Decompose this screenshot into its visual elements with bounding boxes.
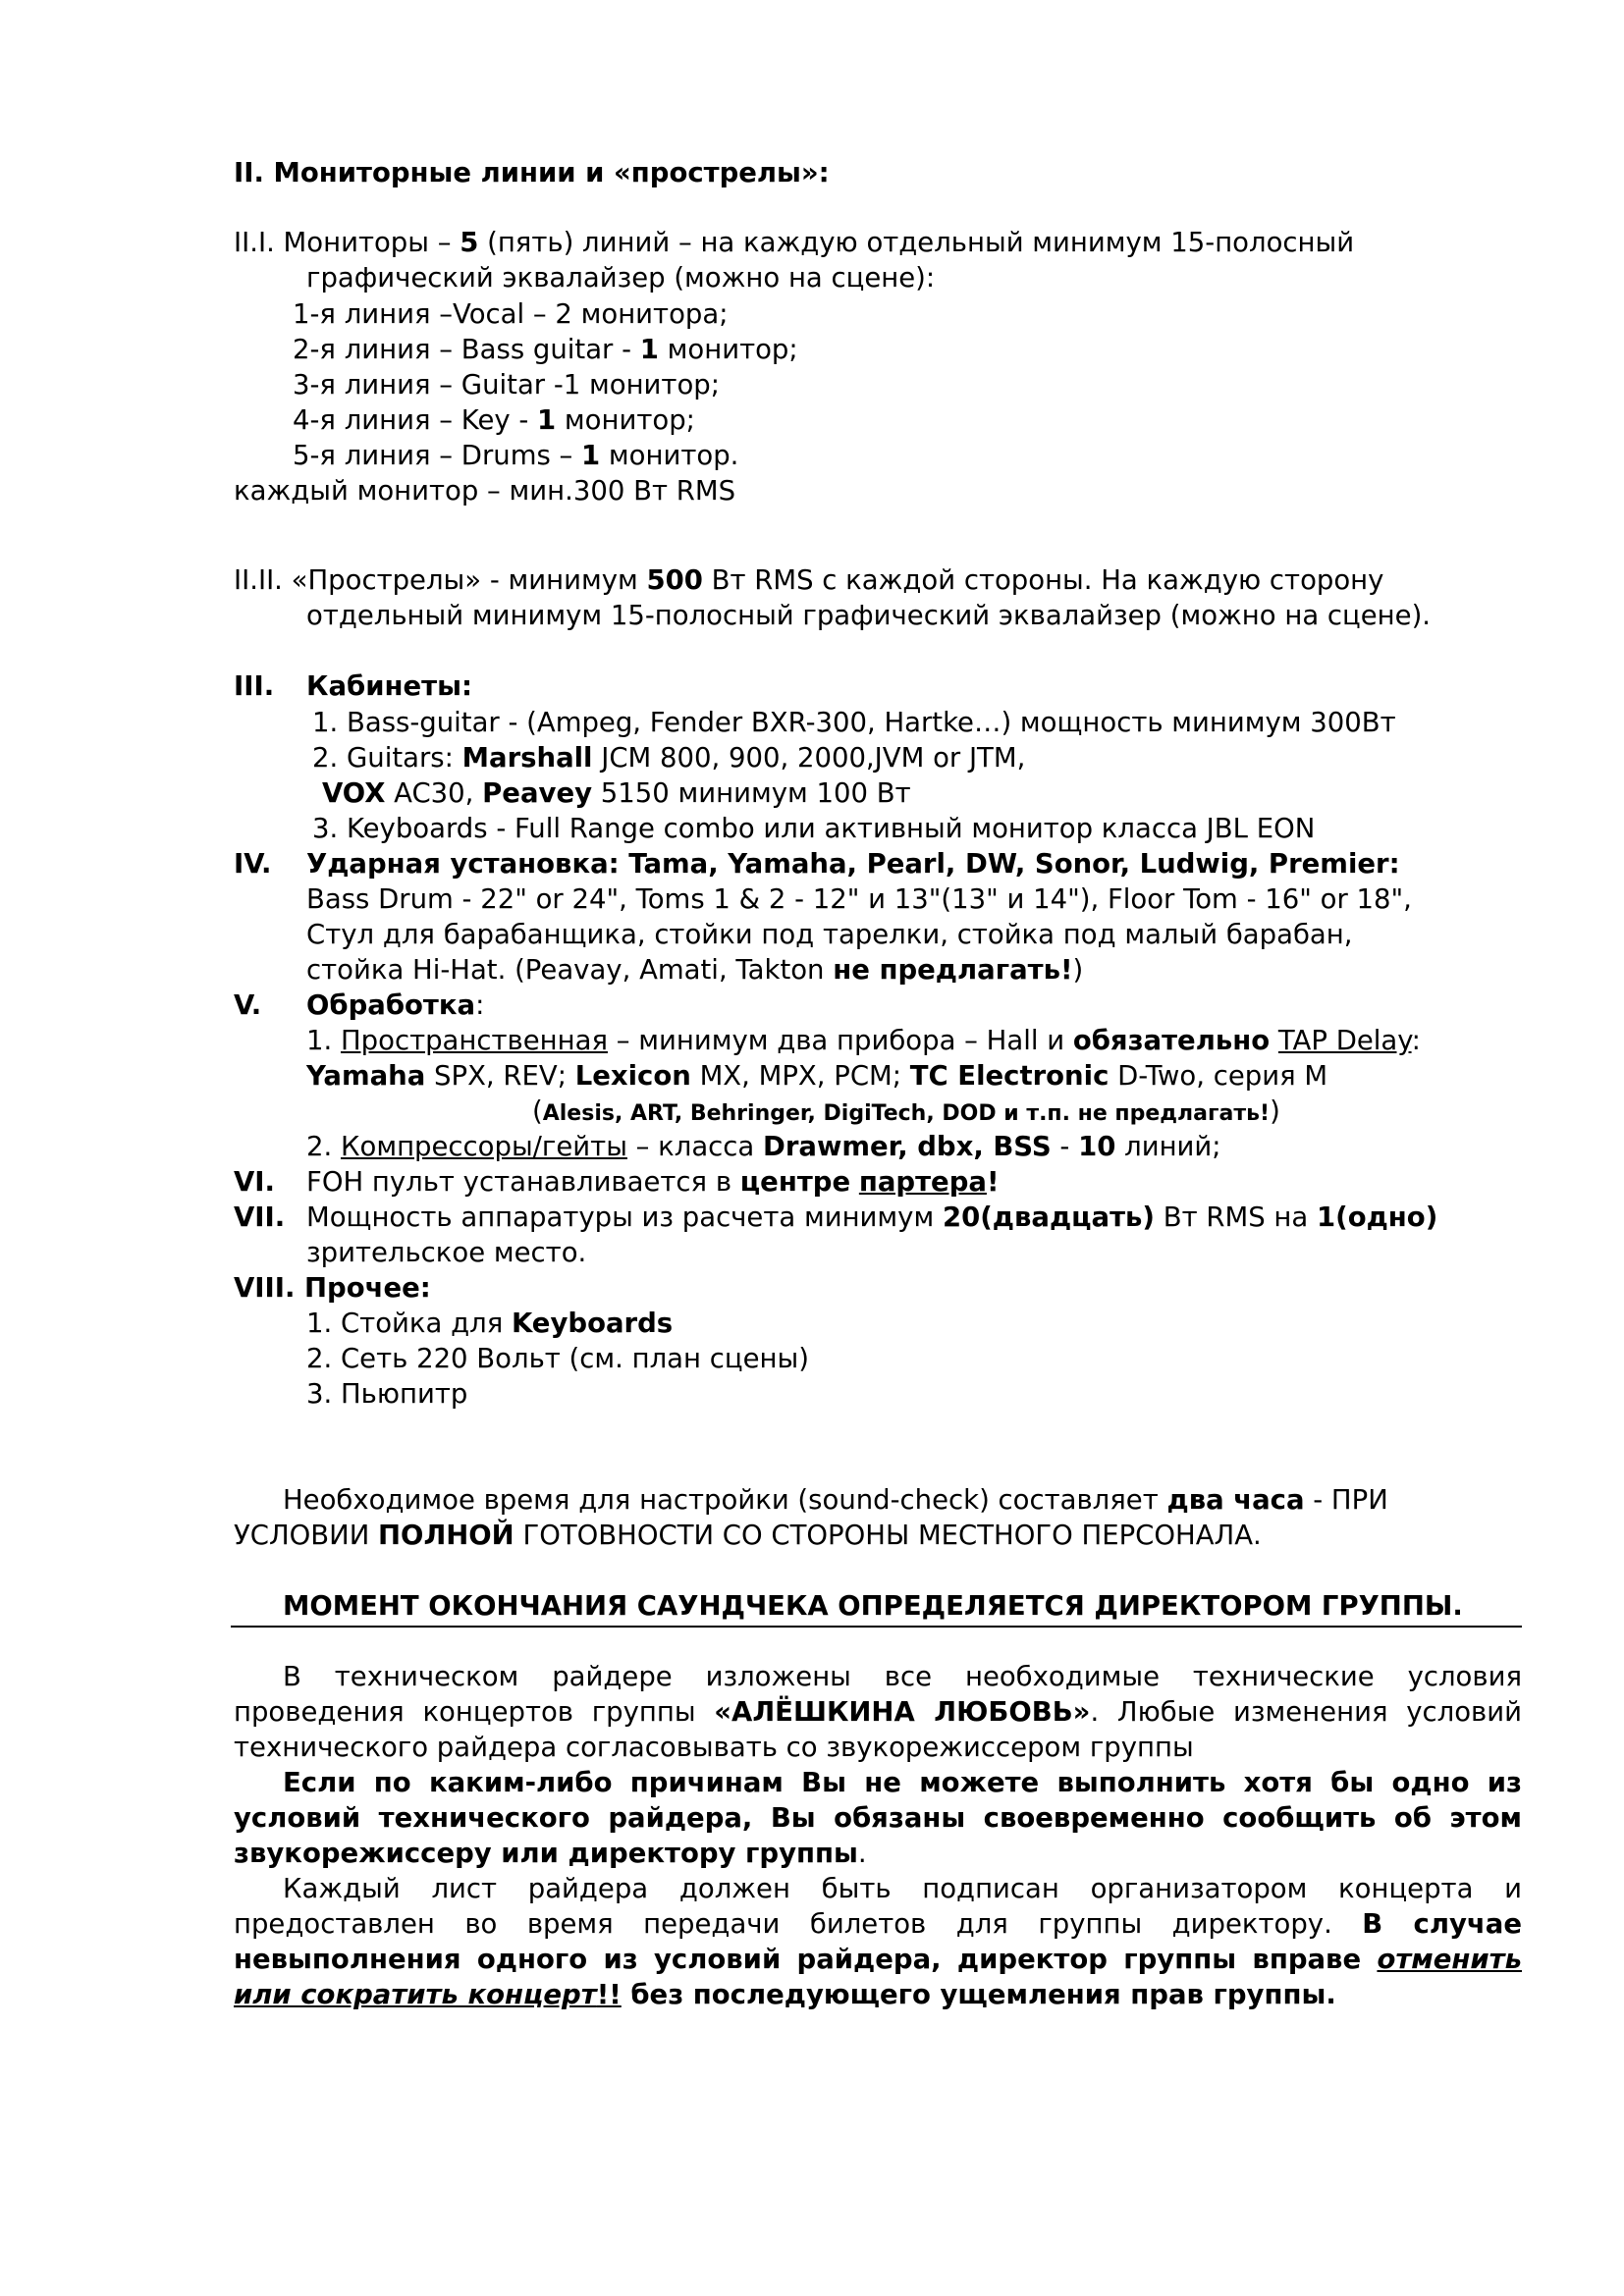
- keyboards-label: Keyboards: [511, 1308, 674, 1339]
- brand-models: SPX, REV;: [425, 1060, 575, 1092]
- foh-exclamation: !: [986, 1166, 1000, 1198]
- closing-p3-line-3: [234, 1942, 1522, 1977]
- item-number: 2.: [306, 1131, 341, 1162]
- closing-p1-line-3: технического райдера согласовывать со звукорежиссером группы: [234, 1732, 1194, 1763]
- soundcheck-text: Необходимое время для настройки (sound-check) составляет: [283, 1484, 1167, 1516]
- band-name: «АЛЁШКИНА ЛЮБОВЬ»: [714, 1696, 1091, 1728]
- sidefills-power: 500: [646, 564, 703, 596]
- closing-bold-text: невыполнения одного из условий райдера, директор группы вправе: [234, 1944, 1378, 1975]
- brand-yamaha: Yamaha: [306, 1060, 426, 1092]
- tap-delay: TAP Delay: [1277, 1025, 1412, 1056]
- brand-peavey: Peavey: [482, 777, 593, 809]
- monitor-line-1: [293, 296, 728, 332]
- reverb-type: Пространственная: [340, 1025, 608, 1056]
- monitor-line-text: 2-я линия – Bass guitar -: [293, 334, 640, 365]
- section-4-number: IV.: [234, 848, 272, 880]
- soundcheck-duration: два часа: [1166, 1484, 1305, 1516]
- section-3-number: III.: [234, 670, 275, 702]
- closing-p2-line-2: условий технического райдера, Вы обязаны своевременно сообщить об этом: [234, 1802, 1522, 1834]
- soundcheck-end-notice: МОМЕНТ ОКОНЧАНИЯ САУНДЧЕКА ОПРЕДЕЛЯЕТСЯ ДИРЕКТОРОМ ГРУППЫ.: [283, 1590, 1463, 1622]
- divider-line: [231, 1626, 1522, 1628]
- other-item-3: 3. Пьюпитр: [306, 1378, 468, 1410]
- cabinet-item-text: 5150 минимум 100 Вт: [592, 777, 911, 809]
- monitor-line-2: [293, 332, 798, 367]
- sidefills-line-2: отдельный минимум 15-полосный графический эквалайзер (можно на сцене).: [306, 600, 1432, 631]
- monitor-line-4: [293, 402, 695, 438]
- processing-item-1: [306, 1023, 1421, 1058]
- foh-parterre: партера: [858, 1166, 987, 1198]
- closing-p1-line-1: В техническом райдере изложены все необходимые технические условия: [283, 1661, 1522, 1692]
- monitor-line-suffix: монитор;: [556, 404, 695, 436]
- processing-exclusions-line: [532, 1094, 1280, 1132]
- drum-exclusions-warning: не предлагать!: [833, 954, 1073, 986]
- sidefills-description: Вт RMS с каждой стороны. На каждую сторону: [702, 564, 1384, 596]
- section-6-number: VI.: [234, 1166, 275, 1198]
- drum-hardware-line: Стул для барабанщика, стойки под тарелки, стойка под малый барабан,: [306, 919, 1353, 950]
- cancel-concert-text: или сократить концерт: [234, 1979, 597, 2010]
- foh-center: центре: [739, 1166, 851, 1198]
- sidefills-label: II.II. «Прострелы» - минимум: [234, 564, 647, 596]
- power-text: Вт RMS на: [1155, 1201, 1317, 1233]
- soundcheck-text: - ПРИ: [1304, 1484, 1388, 1516]
- closing-p2-line-1: Если по каким-либо причинам Вы не можете выполнить хотя бы одно из: [283, 1767, 1522, 1798]
- processing-colon: :: [1411, 1025, 1421, 1056]
- section-5-title-text: Обработка: [306, 989, 476, 1021]
- foh-line: [306, 1164, 999, 1200]
- paren-open: (: [532, 1095, 543, 1127]
- processing-item-2: [306, 1129, 1221, 1164]
- soundcheck-full: ПОЛНОЙ: [378, 1520, 514, 1551]
- sidefills-line: [234, 562, 1383, 598]
- power-text: Мощность аппаратуры из расчета минимум: [306, 1201, 943, 1233]
- processing-text: – класса: [626, 1131, 764, 1162]
- monitors-label: II.I. Мониторы –: [234, 227, 460, 258]
- power-seat: 1(одно): [1317, 1201, 1438, 1233]
- brand-vox: VOX: [322, 777, 386, 809]
- monitors-description: (пять) линий – на каждую отдельный минимум 15-полосный: [478, 227, 1355, 258]
- other-item-1: [306, 1306, 673, 1341]
- monitor-line-count: 1: [537, 404, 557, 436]
- brand-tc-electronic: TC Electronic: [909, 1060, 1110, 1092]
- section-8-heading: VIII. Прочее:: [234, 1272, 431, 1304]
- closing-p3-line-2: [234, 1906, 1522, 1942]
- monitor-power-note: каждый монитор – мин.300 Вт RMS: [234, 475, 736, 507]
- closing-p1-line-2: [234, 1694, 1522, 1730]
- closing-text: проведения концертов группы: [234, 1696, 715, 1728]
- closing-period: .: [857, 1838, 867, 1869]
- monitor-line-5: [293, 438, 738, 473]
- monitor-line-text: 5-я линия – Drums –: [293, 440, 582, 471]
- closing-p3-line-4: [234, 1977, 1336, 2012]
- cabinet-item-2: [312, 740, 1025, 775]
- paren-close: ): [1270, 1095, 1280, 1127]
- section-7-number: VII.: [234, 1201, 286, 1233]
- mandatory-label: обязательно: [1072, 1025, 1271, 1056]
- drum-sizes-line: Bass Drum - 22" or 24", Toms 1 & 2 - 12" и 13"(13" и 14"), Floor Tom - 16" or 18",: [306, 883, 1412, 915]
- closing-bold-text: без последующего ущемления прав группы.: [621, 1979, 1336, 2010]
- soundcheck-text: УСЛОВИИ: [234, 1520, 379, 1551]
- cabinet-item-2b: [322, 775, 911, 811]
- section-3-title: Кабинеты:: [306, 670, 472, 702]
- brand-marshall: Marshall: [461, 742, 593, 774]
- processing-text: линий;: [1115, 1131, 1221, 1162]
- soundcheck-line-1: [283, 1482, 1388, 1518]
- closing-bold-text: звукорежиссеру или директору группы: [234, 1838, 858, 1869]
- compressor-brands: Drawmer, dbx, BSS: [763, 1131, 1052, 1162]
- drum-exclusions-line: [306, 952, 1083, 988]
- processing-text: -: [1051, 1131, 1079, 1162]
- section-5-colon: :: [475, 989, 485, 1021]
- closing-text: . Любые изменения условий: [1090, 1696, 1522, 1728]
- monitors-line-2: графический эквалайзер (можно на сцене):: [306, 262, 936, 294]
- drum-exclusions-close: ): [1072, 954, 1084, 986]
- monitor-line-count: 1: [581, 440, 601, 471]
- other-item-2: 2. Сеть 220 Вольт (см. план сцены): [306, 1343, 809, 1374]
- closing-p3-line-1: Каждый лист райдера должен быть подписан организатором концерта и: [283, 1873, 1522, 1904]
- brand-models: D-Two, серия M: [1109, 1060, 1328, 1092]
- soundcheck-text: ГОТОВНОСТИ СО СТОРОНЫ МЕСТНОГО ПЕРСОНАЛА.: [514, 1520, 1262, 1551]
- compressors-label: Компрессоры/гейты: [340, 1131, 627, 1162]
- cabinet-item-3: 3. Keyboards - Full Range combo или активный монитор класса JBL EON: [312, 813, 1316, 844]
- monitor-line-suffix: монитор.: [600, 440, 739, 471]
- foh-text: FOH пульт устанавливается в: [306, 1166, 740, 1198]
- cancel-concert-text: отменить: [1377, 1944, 1522, 1975]
- cabinet-item-1: 1. Bass-guitar - (Ampeg, Fender BXR-300, Hartke…) мощность минимум 300Вт: [312, 707, 1396, 738]
- monitors-line: [234, 225, 1354, 260]
- monitor-line-3: [293, 367, 720, 402]
- closing-text: предоставлен во время передачи билетов для группы директору.: [234, 1908, 1363, 1940]
- power-watts: 20(двадцать): [942, 1201, 1156, 1233]
- spacer: [850, 1166, 859, 1198]
- section-5-title: [306, 988, 484, 1023]
- brand-models: MX, MPX, PCM;: [690, 1060, 910, 1092]
- section-5-number: V.: [234, 989, 262, 1021]
- cabinet-item-text: AC30,: [385, 777, 483, 809]
- power-line-2: зрительское место.: [306, 1237, 587, 1268]
- item-number: 1.: [306, 1025, 341, 1056]
- brand-lexicon: Lexicon: [574, 1060, 691, 1092]
- processing-brands-line: [306, 1058, 1327, 1094]
- closing-exclamation: !!: [596, 1979, 622, 2010]
- monitor-line-text: 1-я линия –Vocal – 2 монитора;: [293, 298, 729, 330]
- closing-p2-line-3: [234, 1836, 867, 1871]
- other-item-text: 1. Стойка для: [306, 1308, 512, 1339]
- closing-bold-text: В случае: [1362, 1908, 1522, 1940]
- cabinet-item-text: 2. Guitars:: [312, 742, 462, 774]
- monitor-line-count: 1: [639, 334, 659, 365]
- monitor-line-suffix: монитор;: [658, 334, 798, 365]
- section-4-title: Ударная установка: Tama, Yamaha, Pearl, DW, Sonor, Ludwig, Premier:: [306, 848, 1400, 880]
- processing-text: – минимум два прибора – Hall и: [608, 1025, 1073, 1056]
- power-line: [306, 1200, 1437, 1235]
- cabinet-item-text: JCM 800, 900, 2000,JVM or JTM,: [592, 742, 1026, 774]
- soundcheck-line-2: [234, 1518, 1262, 1553]
- section-2-heading: II. Мониторные линии и «прострелы»:: [234, 157, 830, 188]
- monitor-line-text: 3-я линия – Guitar -1 монитор;: [293, 369, 720, 400]
- drum-exclusions-text: стойка Hi-Hat. (Peavay, Amati, Takton: [306, 954, 834, 986]
- processing-exclusions: Alesis, ART, Behringer, DigiTech, DOD и т.п. не предлагать!: [542, 1101, 1271, 1126]
- spacer: [1270, 1025, 1278, 1056]
- monitors-count: 5: [460, 227, 479, 258]
- compressor-count: 10: [1078, 1131, 1116, 1162]
- monitor-line-text: 4-я линия – Key -: [293, 404, 538, 436]
